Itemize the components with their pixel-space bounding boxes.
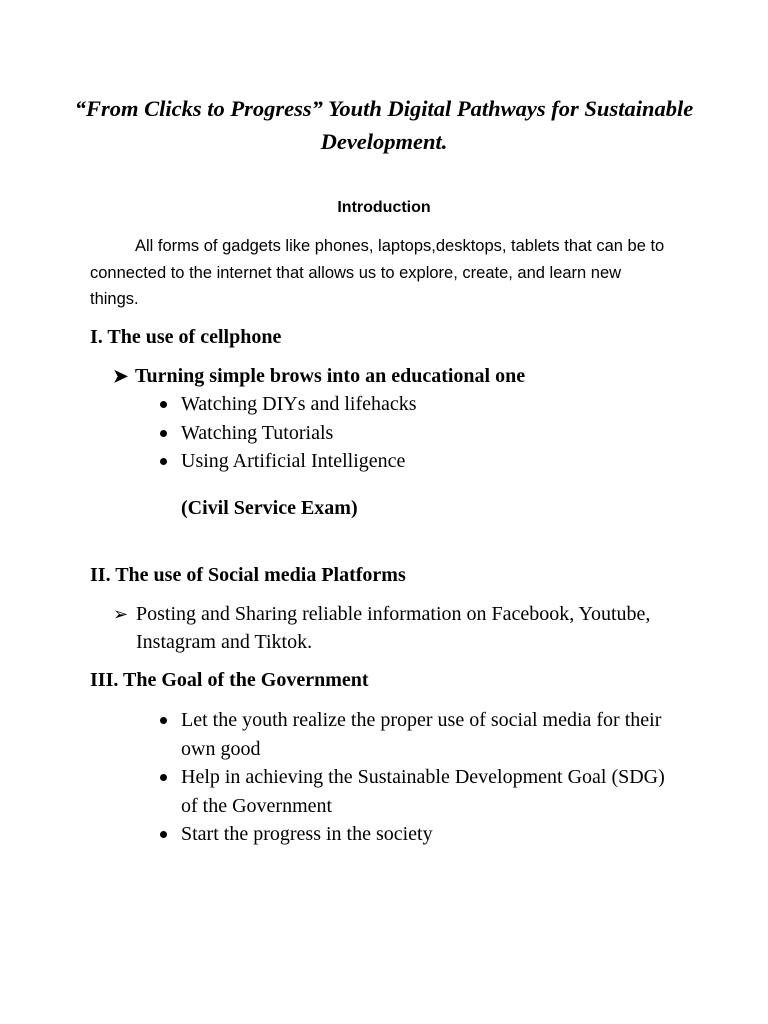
section-heading-government-goal: III. The Goal of the Government <box>90 669 369 691</box>
government-bullet-list <box>181 706 681 849</box>
list-item: Watching Tutorials <box>181 419 701 448</box>
arrow-item-posting: Posting and Sharing reliable information on Facebook, Youtube, Instagram and Tiktok. <box>136 603 651 653</box>
bullet-icon <box>160 430 167 437</box>
list-item: Using Artificial Intelligence <box>181 447 701 476</box>
bullet-icon <box>160 831 167 838</box>
bullet-icon <box>160 774 167 781</box>
arrow-item-educational <box>113 362 525 390</box>
list-item: Help in achieving the Sustainable Development Goal (SDG) of the Government <box>181 763 681 820</box>
arrow-bullet-icon-social <box>113 600 135 628</box>
bullet-icon <box>160 458 167 465</box>
arrow-item-text: Turning simple brows into an educational one <box>135 365 526 387</box>
arrow-bullet-icon: ➤ <box>113 366 129 386</box>
civil-service-note: (Civil Service Exam) <box>181 497 358 519</box>
bullet-icon <box>160 717 167 724</box>
introduction-heading: Introduction <box>337 199 431 216</box>
bullet-icon <box>160 401 167 408</box>
document-title: “From Clicks to Progress” Youth Digital Pathways for Sustainable Development. <box>74 96 694 154</box>
list-item: Start the progress in the society <box>181 820 681 849</box>
list-item: Watching DIYs and lifehacks <box>181 390 701 419</box>
arrow-bullet-icon: ➢ <box>113 604 129 624</box>
list-item: Let the youth realize the proper use of social media for their own good <box>181 706 681 763</box>
section-heading-cellphone: I. The use of cellphone <box>90 326 282 348</box>
cellphone-bullet-list <box>181 390 701 476</box>
section-heading-social-media: II. The use of Social media Platforms <box>90 564 406 586</box>
introduction-paragraph: All forms of gadgets like phones, laptops,desktops, tablets that can be to connected to the internet that allows us to explore, create, and learn new things. <box>90 237 665 308</box>
